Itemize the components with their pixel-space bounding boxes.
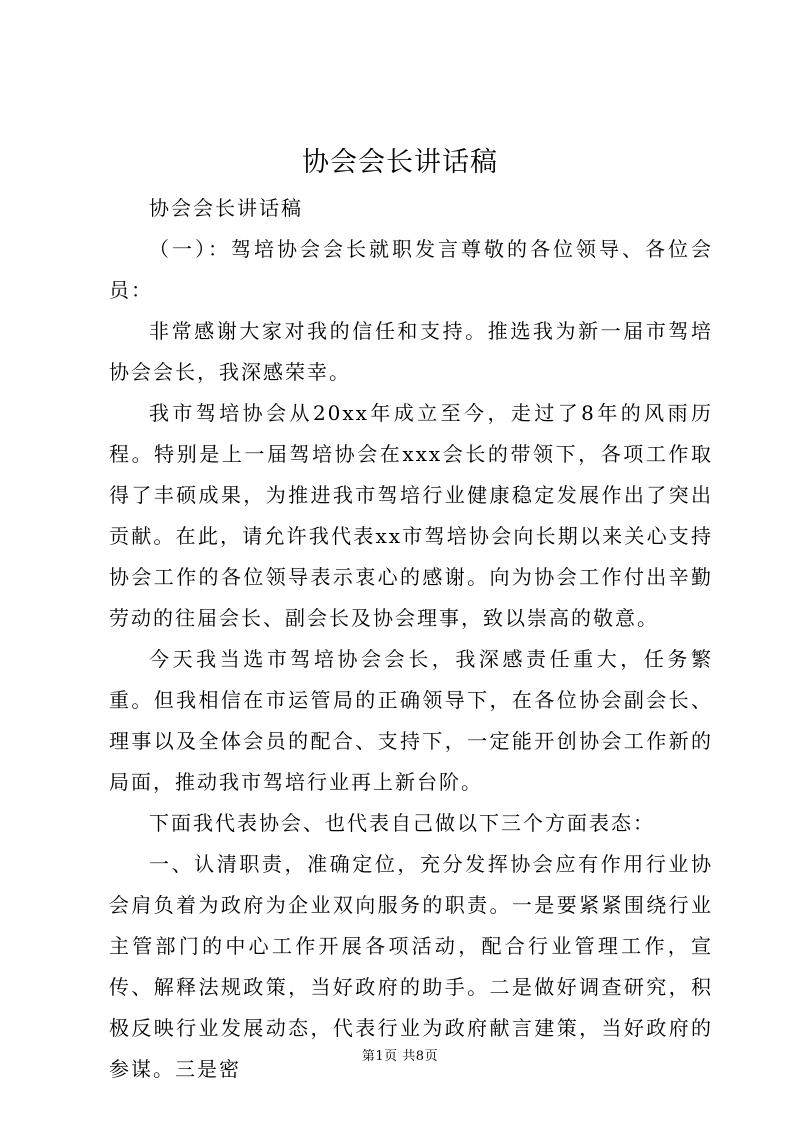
document-title: 协会会长讲话稿 [302, 147, 498, 178]
page-number-footer: 第1页 共8页 [361, 1049, 439, 1064]
paragraph-intro-points: 下面我代表协会、也代表自己做以下三个方面表态： [149, 811, 655, 835]
document-body [109, 188, 713, 1090]
paragraph-thanks: 非常感谢大家对我的信任和支持。推选我为新一届市驾培协会会长，我深感荣幸。 [109, 319, 713, 384]
paragraph-subtitle: 协会会长讲话稿 [149, 196, 303, 220]
paragraph-commitment: 今天我当选市驾培协会会长，我深感责任重大，任务繁重。但我相信在市运管局的正确领导下，在各位协会副会长、理事以及全体会员的配合、支持下，一定能开创协会工作新的局面，推动我市驾培行业再上新台阶。 [109, 647, 713, 794]
paragraph-point-one: 一、认清职责，准确定位，充分发挥协会应有作用行业协会肩负着为政府为企业双向服务的职责。一是要紧紧围绕行业主管部门的中心工作开展各项活动，配合行业管理工作，宣传、解释法规政策，当好政府的助手。二是做好调查研究，积极反映行业发展动态，代表行业为政府献言建策，当好政府的参谋。三是密 [109, 852, 713, 1081]
paragraph-history: 我市驾培协会从20xx年成立至今，走过了8年的风雨历程。特别是上一届驾培协会在xxx会长的带领下，各项工作取得了丰硕成果，为推进我市驾培行业健康稳定发展作出了突出贡献。在此，请允许我代表xx市驾培协会向长期以来关心支持协会工作的各位领导表示衷心的感谢。向为协会工作付出辛勤劳动的往届会长、副会长及协会理事，致以崇高的敬意。 [109, 401, 713, 630]
paragraph-salutation: （一）：驾培协会会长就职发言尊敬的各位领导、各位会员： [109, 237, 713, 302]
